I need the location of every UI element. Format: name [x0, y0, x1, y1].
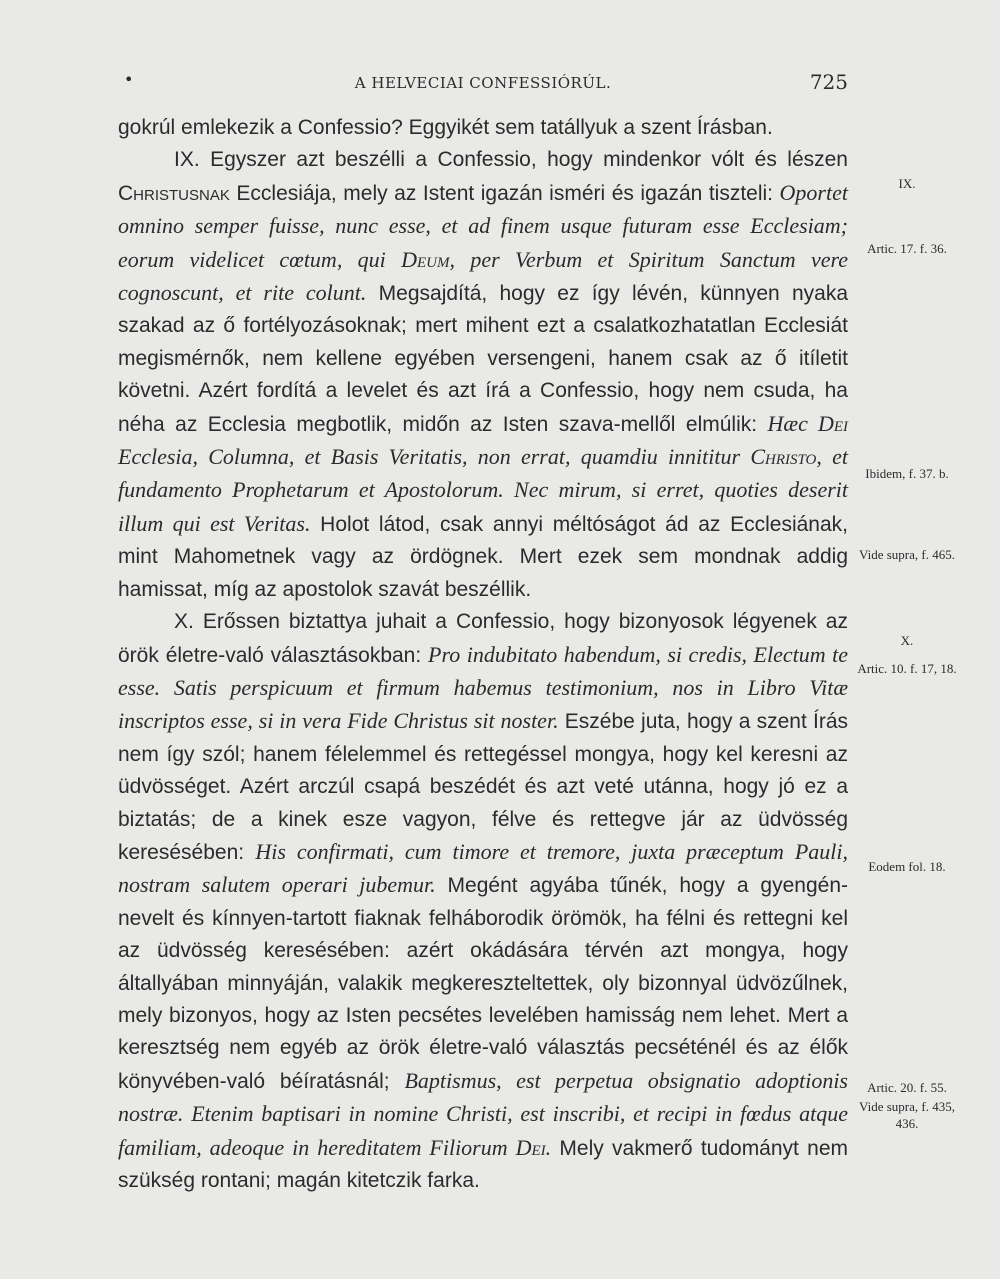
margin-note-artic-10: Artic. 10. f. 17, 18.	[857, 661, 957, 676]
margin-note-ix: IX.	[898, 176, 916, 191]
margin-note-x: X.	[900, 633, 914, 648]
running-header	[118, 70, 848, 100]
page-number: 725	[809, 70, 848, 94]
paragraph-ix: IX. Egyszer azt beszélli a Confessio, hogy mindenkor vólt és lészen Christusnak Ecclesiája, mely az Istent igazán isméri és igazán tiszteli: Oportet omnino semper fuisse, nunc esse, et ad finem usque futuram esse Ecclesiam; eorum videlicet cœtum, qui Deum, per Verbum et Spiritum Sanctum vere cognoscunt, et rite colunt. Megsajdítá, hogy ez így lévén, künnyen nyaka szakad az ő fortélyozásoknak; mert mihent ezt a csalatkozhatatlan Ecclesiát megismérnők, nem kellene egyében versengeni, hanem csak az ő itíletit követni. Azért fordítá a levelet és azt írá a Confessio, hogy nem csuda, ha néha az Ecclesia megbotlik, midőn az Isten szava-mellől elmúlik: Hæc Dei Ecclesia, Columna, et Basis Veritatis, non errat, quamdiu innititur Christo, et fundamento Prophetarum et Apostolorum. Nec mirum, si erret, quoties deserit illum qui est Veritas. Holot látod, csak annyi méltóságot ád az Ecclesiának, mint Mahometnek vagy az ördögnek. Mert ezek sem mondnak addig hamissat, míg az apostolok szavát beszéllik.	[118, 148, 849, 601]
header-dot: •	[124, 70, 134, 89]
paragraph-x: X. Erőssen biztattya juhait a Confessio, hogy bizonyosok légyenek az örök életre-való választásokban: Pro indubitato habendum, si credis, Electum te esse. Satis perspicuum et firmum habemus testimonium, nos in Libro Vitæ inscriptos esse, si in vera Fide Christus sit noster. Eszébe juta, hogy a szent Írás nem így szól; hanem félelemmel és rettegéssel mongya, hogy kel keresni az üdvösséget. Azért arczúl csapá beszédét és azt veté utánna, hogy jó ez a biztatás; de a kinek esze vagyon, félve és rettegve jár az üdvösség keresésében: His confirmati, cum timore et tremore, juxta præceptum Pauli, nostram salutem operari jubemur. Megént agyába tűnék, hogy a gyengén-nevelt és kínnyen-tartott fiaknak felháborodik örömök, ha félni és rettegni kel az üdvösség keresésében: azért okádására térvén azt mongya, hogy általlyában minnyáján, valakik megkereszteltettek, oly bizonnyal üdvözűlnek, mely bizonyos, hogy az Isten pecsétes levelében hamisság nem lehet. Mert a keresztség nem egyéb az örök életre-való választás pecséténél és az élők könyvében-való béíratásnál; Baptismus, est perpetua obsignatio adoptionis nostræ. Etenim baptisari in nomine Christi, est inscribi, et recipi in fœdus atque familiam, adeoque in hereditatem Filiorum Dei. Mely vakmerő tudományt nem szükség rontani; magán kitetczik farka.	[118, 610, 849, 1192]
margin-note-eodem: Eodem fol. 18.	[868, 859, 946, 874]
body-text	[118, 112, 848, 1197]
paragraph-1: gokrúl emlekezik a Confessio? Eggyikét sem tatállyuk a szent Írásban.	[118, 116, 773, 139]
margin-note-vide-supra-465: Vide supra, f. 465.	[859, 547, 955, 562]
margin-note-artic-20: Artic. 20. f. 55.	[867, 1080, 947, 1095]
margin-note-vide-supra-435: Vide supra, f. 435, 436.	[859, 1099, 955, 1131]
margin-note-ibidem: Ibidem, f. 37. b.	[865, 466, 949, 481]
margin-note-artic-17: Artic. 17. f. 36.	[867, 241, 947, 256]
header-title: A HELVECIAI CONFESSIÓRÚL.	[354, 74, 612, 92]
